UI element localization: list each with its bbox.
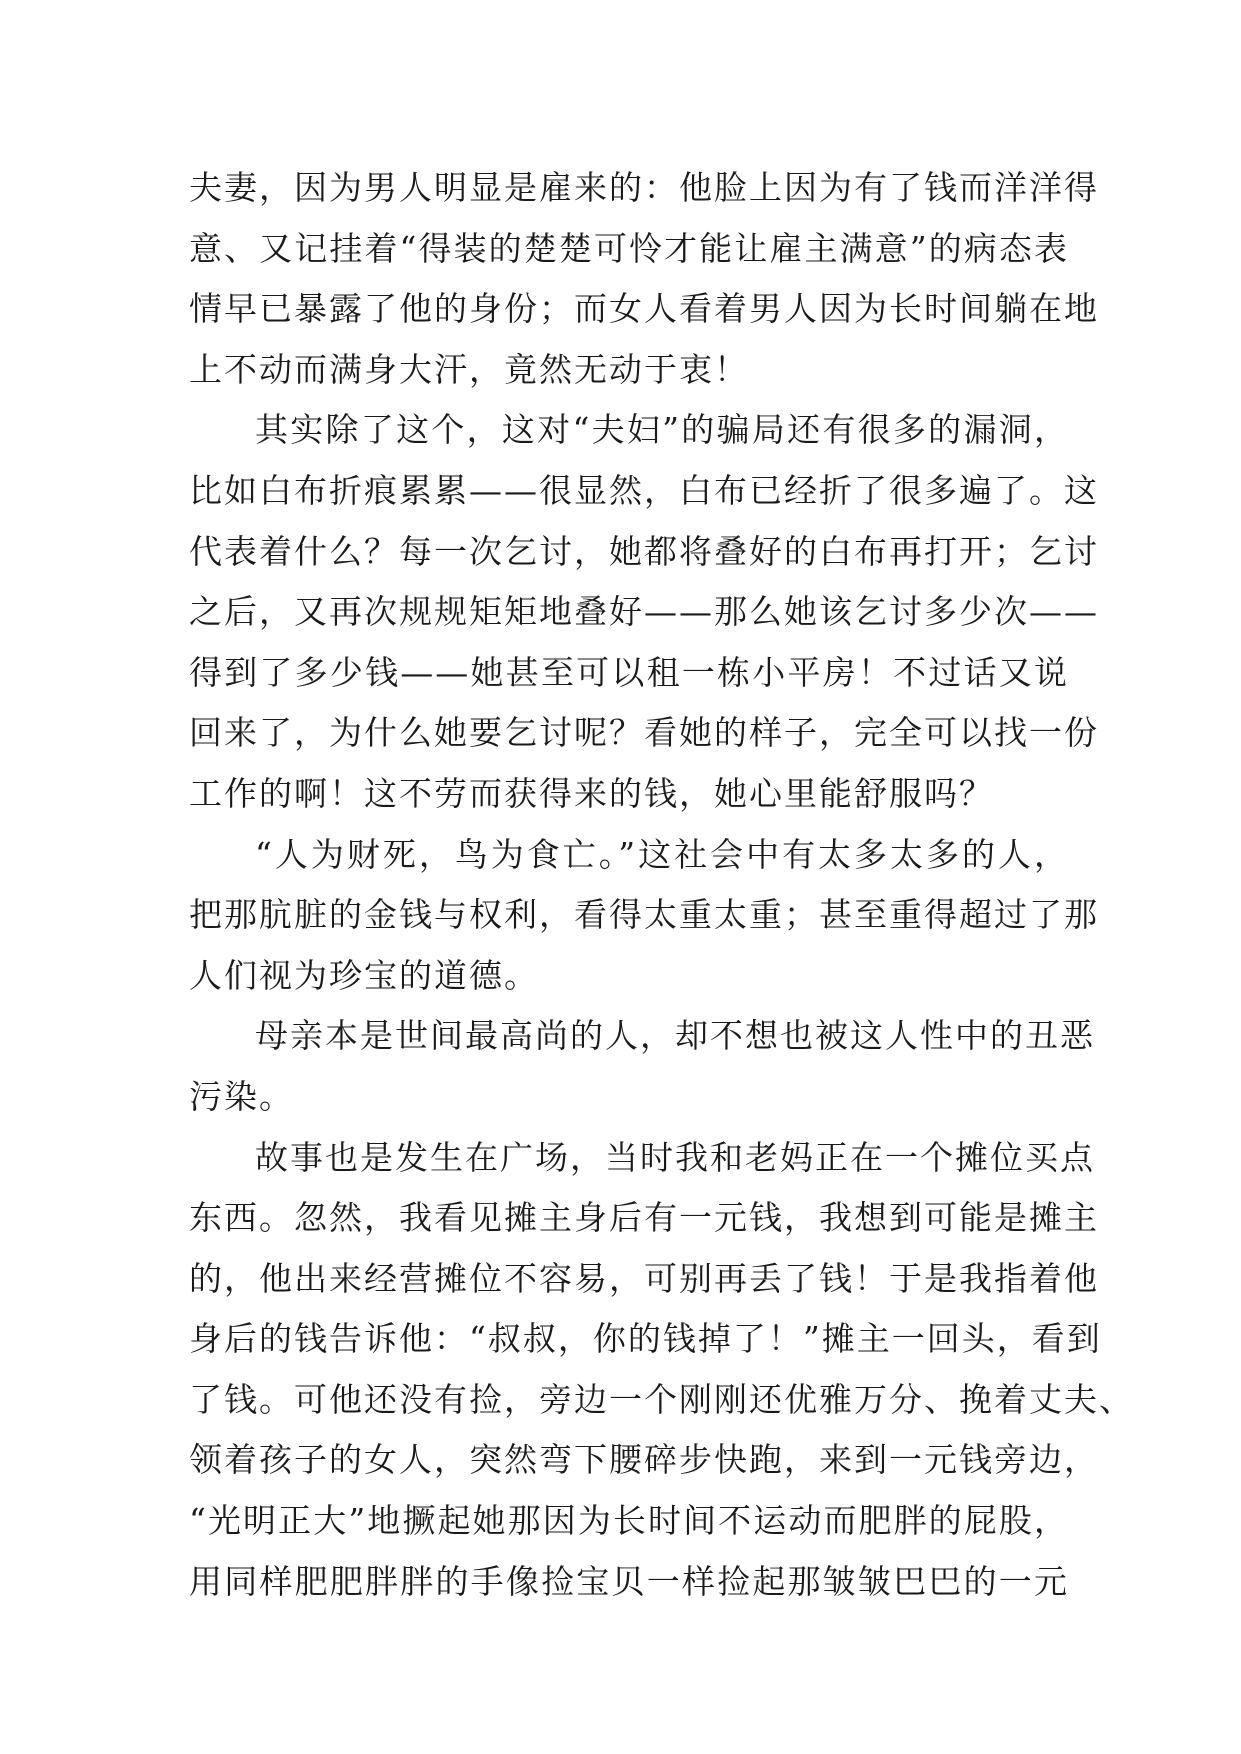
text-line: 工作的啊！这不劳而获得来的钱，她心里能舒服吗？ <box>189 773 994 813</box>
text-line: 回来了，为什么她要乞讨呢？看她的样子，完全可以找一份 <box>189 713 1099 753</box>
paragraph-3 <box>189 825 1099 1007</box>
paragraph-1 <box>189 158 1099 400</box>
text-line: 把那肮脏的金钱与权利，看得太重太重；甚至重得超过了那 <box>189 895 1099 935</box>
text-line: 领着孩子的女人，突然弯下腰碎步快跑，来到一元钱旁边， <box>189 1440 1099 1480</box>
text-line: 其实除了这个，这对“夫妇”的骗局还有很多的漏洞， <box>255 410 1069 450</box>
text-line: “光明正大”地撅起她那因为长时间不运动而肥胖的屁股， <box>189 1501 1069 1541</box>
text-line: 污染。 <box>189 1076 294 1116</box>
text-line: 了钱。可他还没有捡，旁边一个刚刚还优雅万分、挽着丈夫、 <box>189 1379 1134 1419</box>
paragraph-2 <box>189 400 1099 824</box>
text-line: 意、又记挂着“得装的楚楚可怜才能让雇主满意”的病态表 <box>189 228 1069 268</box>
text-line: “人为财死，鸟为食亡。”这社会中有太多太多的人， <box>255 834 1069 874</box>
text-line: 的，他出来经营摊位不容易，可别再丢了钱！于是我指着他 <box>189 1258 1099 1298</box>
paragraph-4 <box>189 1006 1095 1127</box>
text-line: 代表着什么？每一次乞讨，她都将叠好的白布再打开；乞讨 <box>189 531 1099 571</box>
text-line: 身后的钱告诉他：“叔叔，你的钱掉了！”摊主一回头，看到 <box>189 1319 1102 1359</box>
text-line: 母亲本是世间最高尚的人，却不想也被这人性中的丑恶 <box>255 1016 1095 1056</box>
text-line: 故事也是发生在广场，当时我和老妈正在一个摊位买点 <box>255 1137 1095 1177</box>
text-line: 之后，又再次规规矩矩地叠好——那么她该乞讨多少次—— <box>189 592 1099 632</box>
text-line: 夫妻，因为男人明显是雇来的：他脸上因为有了钱而洋洋得 <box>189 168 1099 207</box>
text-line: 东西。忽然，我看见摊主身后有一元钱，我想到可能是摊主 <box>189 1198 1099 1238</box>
text-line: 比如白布折痕累累——很显然，白布已经折了很多遍了。这 <box>189 470 1099 510</box>
document-body <box>189 158 1134 1612</box>
text-line: 人们视为珍宝的道德。 <box>189 955 539 995</box>
text-line: 得到了多少钱——她甚至可以租一栋小平房！不过话又说 <box>189 652 1069 692</box>
text-line: 用同样肥肥胖胖的手像捡宝贝一样捡起那皱皱巴巴的一元 <box>189 1561 1069 1601</box>
paragraph-5 <box>189 1128 1134 1613</box>
text-line: 上不动而满身大汗，竟然无动于衷！ <box>189 349 749 389</box>
text-line: 情早已暴露了他的身份；而女人看着男人因为长时间躺在地 <box>189 289 1099 329</box>
